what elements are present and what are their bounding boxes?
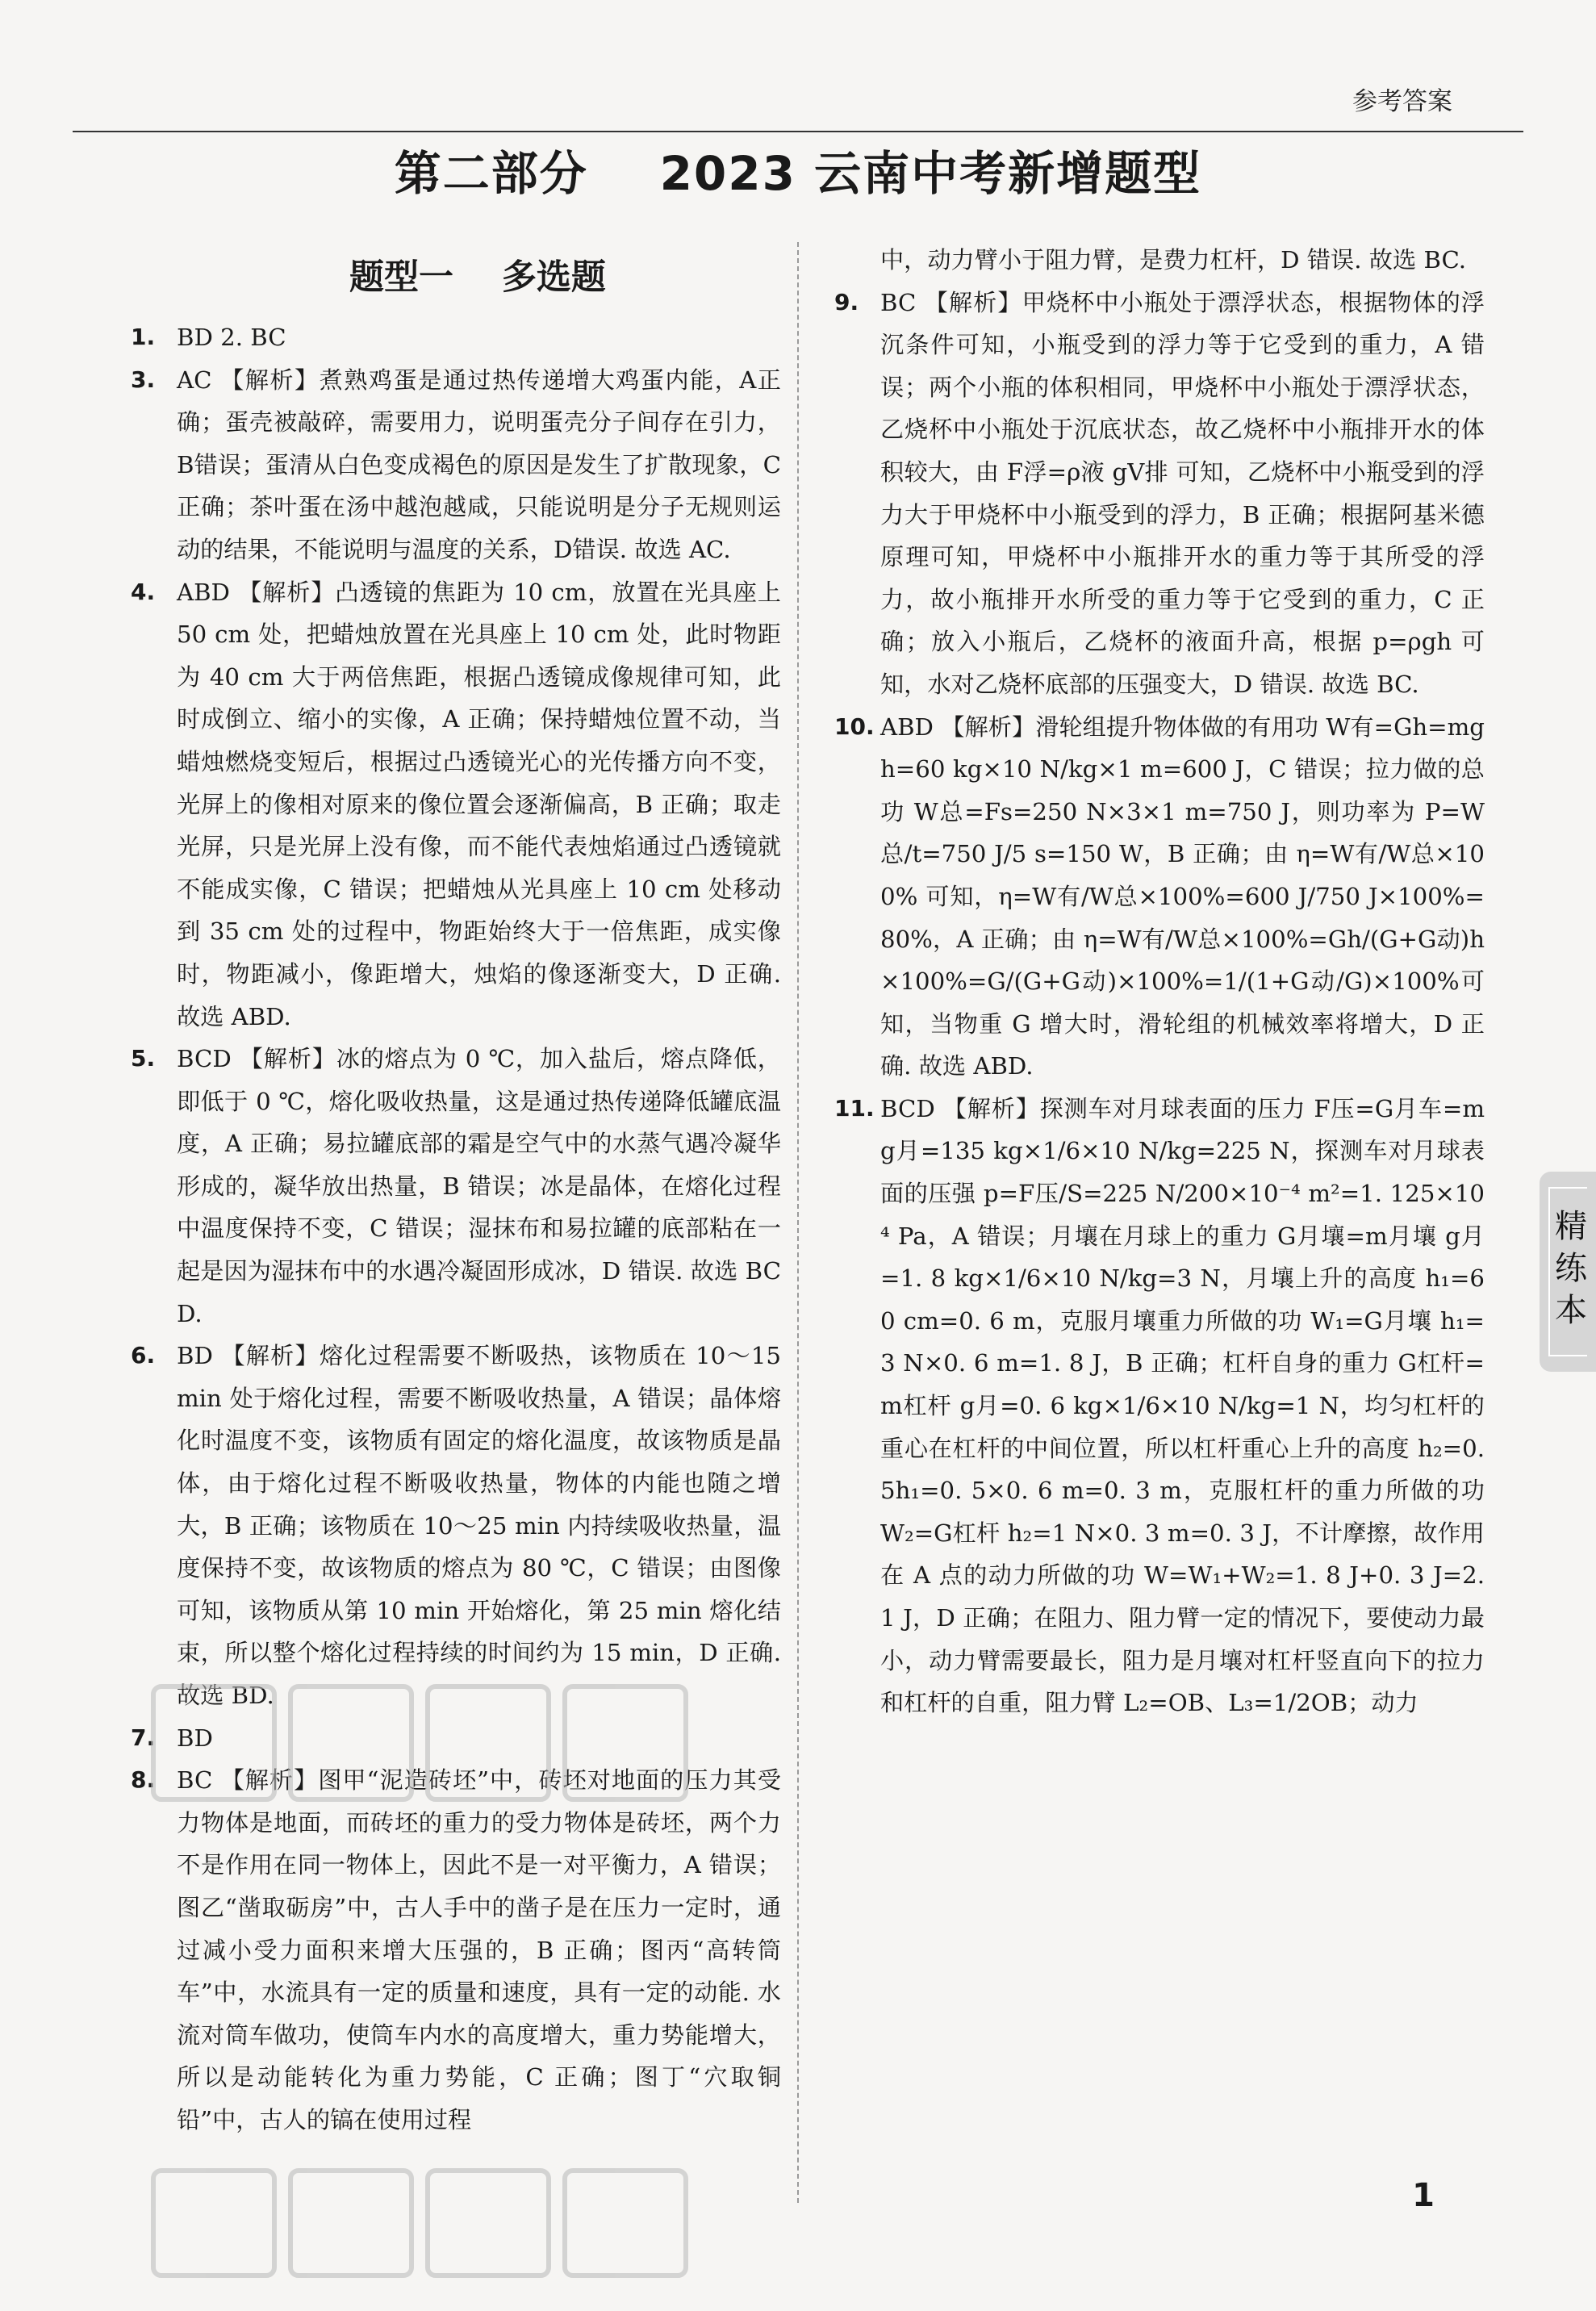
answer-item [131,1038,781,1335]
answer-item [841,239,1485,282]
answer-item [131,359,781,571]
answer-text: BC 【解析】甲烧杯中小瓶处于漂浮状态，根据物体的浮沉条件可知，小瓶受到的浮力等于它受到的重力，A 错误；两个小瓶的体积相同，甲烧杯中小瓶处于漂浮状态，乙烧杯中小瓶处于沉底状态，故乙烧杯中小瓶排开水的体积较大，由 F浮=ρ液 gV排 可知，乙烧杯中小瓶受到的浮力大于甲烧杯中小瓶受到的浮力，B 正确；根据阿基米德原理可知，甲烧杯中小瓶排开水的重力等于其所受的浮力，故小瓶排开水所受的重力等于它受到的重力，C 正确；放入小瓶后，乙烧杯的液面升高，根据 p=ρgh 可知，水对乙烧杯底部的压强变大，D 错误. 故选 BC. [880,288,1485,698]
answer-text: BCD 【解析】冰的熔点为 0 ℃，加入盐后，熔点降低，即低于 0 ℃，熔化吸收热量，这是通过热传递降低罐底温度，A 正确；易拉罐底部的霜是空气中的水蒸气遇冷凝华形成的，凝华放出热量，B 错误；冰是晶体，在熔化过程中温度保持不变，C 错误；湿抹布和易拉罐的底部粘在一起是因为湿抹布中的水遇冷凝固形成冰，D 错误. 故选 BCD. [177,1045,781,1327]
section-title: 题型一 多选题 [349,257,606,298]
answer-item [834,1088,1485,1724]
answer-text: BD 【解析】熔化过程需要不断吸热，该物质在 10～15 min 处于熔化过程，需要不断吸收热量，A 错误；晶体熔化时温度不变，该物质有固定的熔化温度，故该物质是晶体，由于熔化过程不断吸收热量，物体的内能也随之增大，B 正确；该物质在 10～25 min 内持续吸收热量，温度保持不变，故该物质的熔点为 80 ℃，C 错误；由图像可知，该物质从第 10 min 开始熔化，第 25 min 熔化结束，所以整个熔化过程持续的时间约为 15 min，D 正确. 故选 BD. [177,1342,781,1709]
answer-item [131,1759,781,2141]
answer-item [131,1717,781,1760]
answer-number: 7. [131,1724,156,1751]
answer-number: 6. [131,1342,156,1369]
left-column [131,239,781,2142]
side-tab-label: 精练本 [1549,1209,1587,1335]
answer-number: 11. [834,1094,875,1122]
right-column [834,239,1485,1724]
column-divider [797,242,799,2203]
answer-text: BD [177,1724,213,1752]
answer-item [131,571,781,1038]
answer-text: ABD 【解析】滑轮组提升物体做的有用功 W有=Gh=mgh=60 kg×10 N/kg×1 m=600 J，C 错误；拉力做的总功 W总=Fs=250 N×3×1 m=750 J，则功率为 P=W总/t=750 J/5 s=150 W，B 正确；由 η=W有/W总×100% 可知，η=W有/W总×100%=600 J/750 J×100%=80%，A 正确；由 η=W有/W总×100%=Gh/(G+G动)h×100%=G/(G+G动)×100%=1/(1+G动/G)×100%可知，当物重 G 增大时，滑轮组的机械效率将增大，D 正确. 故选 ABD. [880,713,1485,1080]
answer-text: BCD 【解析】探测车对月球表面的压力 F压=G月车=mg月=135 kg×1/6×10 N/kg=225 N，探测车对月球表面的压强 p=F压/S=225 N/200×10⁻⁴ m²=1. 125×10⁴ Pa，A 错误；月壤在月球上的重力 G月壤=m月壤 g月=1. 8 kg×1/6×10 N/kg=3 N，月壤上升的高度 h₁=60 cm=0. 6 m，克服月壤重力所做的功 W₁=G月壤 h₁=3 N×0. 6 m=1. 8 J，B 正确；杠杆自身的重力 G杠杆=m杠杆 g月=0. 6 kg×1/6×10 N/kg=1 N，均匀杠杆的重心在杠杆的中间位置，所以杠杆重心上升的高度 h₂=0. 5h₁=0. 5×0. 6 m=0. 3 m，克服杠杆的重力所做的功 W₂=G杠杆 h₂=1 N×0. 3 m=0. 3 J，不计摩擦，故作用在 A 点的动力所做的功 W=W₁+W₂=1. 8 J+0. 3 J=2. 1 J，D 正确；在阻力、阻力臂一定的情况下，要使动力最小，动力臂需要最长，阻力是月壤对杠杆竖直向下的拉力和杠杆的自重，阻力臂 L₂=OB、L₃=1/2OB；动力 [880,1094,1485,1717]
answer-number: 10. [834,713,875,740]
answer-text: BD 2. BC [177,324,286,351]
answer-number: 3. [131,366,156,393]
answer-text: BC 【解析】图甲“泥造砖坯”中，砖坯对地面的压力其受力物体是地面，而砖坯的重力的受力物体是砖坯，两个力不是作用在同一物体上，因此不是一对平衡力，A 错误；图乙“凿取砺房”中，古人手中的凿子是在压力一定时，通过减小受力面积来增大压强的，B 正确；图丙“高转筒车”中，水流具有一定的质量和速度，具有一定的动能. 水流对筒车做功，使筒车内水的高度增大，重力势能增大，所以是动能转化为重力势能，C 正确；图丁“穴取铜铅”中，古人的镐在使用过程 [177,1766,781,2133]
header-divider [73,131,1523,132]
answer-number: 4. [131,578,156,605]
header-label: 参考答案 [1352,87,1452,116]
answer-text: ABD 【解析】凸透镜的焦距为 10 cm，放置在光具座上 50 cm 处，把蜡烛放置在光具座上 10 cm 处，此时物距为 40 cm 大于两倍焦距，根据凸透镜成像规律可知，此时成倒立、缩小的实像，A 正确；保持蜡烛位置不动，当蜡烛燃烧变短后，根据过凸透镜光心的光传播方向不变，光屏上的像相对原来的像位置会逐渐偏高，B 正确；取走光屏，只是光屏上没有像，而不能代表烛焰通过凸透镜就不能成实像，C 错误；把蜡烛从光具座上 10 cm 处移动到 35 cm 处的过程中，物距始终大于一倍焦距，成实像时，物距减小，像距增大，烛焰的像逐渐变大，D 正确. 故选 ABD. [177,578,781,1030]
part-title: 第二部分 2023 云南中考新增题型 [394,146,1202,201]
answer-text: 中，动力臂小于阻力臂，是费力杠杆，D 错误. 故选 BC. [880,246,1467,274]
answer-item [131,1335,781,1716]
answer-text: AC 【解析】煮熟鸡蛋是通过热传递增大鸡蛋内能，A正确；蛋壳被敲碎，需要用力，说明蛋壳分子间存在引力，B错误；蛋清从白色变成褐色的原因是发生了扩散现象，C正确；茶叶蛋在汤中越泡越咸，只能说明是分子无规则运动的结果，不能说明与温度的关系，D错误. 故选 AC. [177,366,781,563]
answer-number: 9. [834,288,859,316]
side-tab [1540,1172,1596,1372]
answer-item [131,316,781,359]
page-number: 1 [1412,2177,1435,2214]
answer-item [834,282,1485,706]
answer-item [834,706,1485,1088]
answer-number: 5. [131,1045,156,1072]
answer-number: 1. [131,324,156,350]
answer-number: 8. [131,1766,156,1794]
